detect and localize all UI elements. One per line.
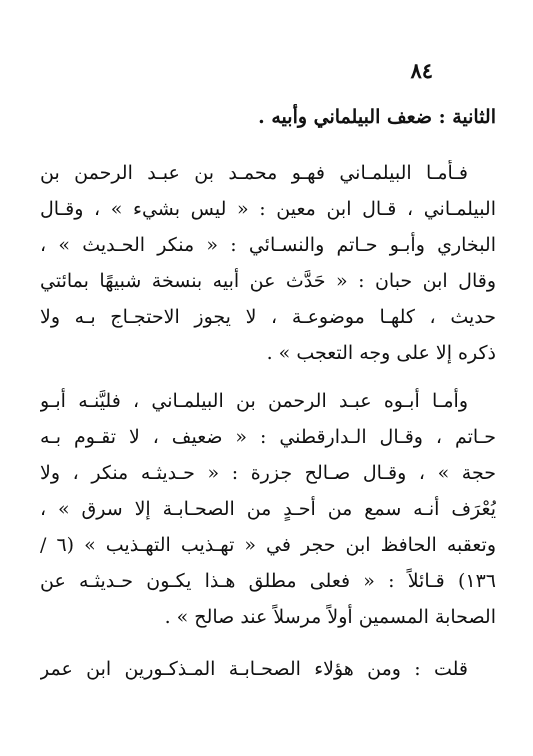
paragraph-2-line: يُعْرَف أنـه سمع من أحـدٍ من الصحـابـة إلا سرق » ، xyxy=(40,498,496,520)
section-heading: الثانية : ضعف البيلماني وأبيه . xyxy=(258,106,496,128)
paragraph-1-line: البخاري وأبـو حـاتم والنسـائي : « منكر الحـديث » ، xyxy=(40,234,496,256)
paragraph-1-line: ذكره إلا على وجه التعجب » . xyxy=(266,342,496,364)
paragraph-1-line: حديث ، كلهـا موضوعـة ، لا يجوز الاحتجـاج بـه ولا xyxy=(40,306,496,328)
paragraph-2-line: وتعقبه الحافظ ابن حجر في « تهـذيب التهـذيب » (٦ / xyxy=(40,534,496,556)
paragraph-2-line: حجة » ، وقـال صـالح جزرة : « حـديثـه منكر ، ولا xyxy=(40,462,496,484)
paragraph-1-line: البيلمـاني ، قـال ابن معين : « ليس بشيء » ، وقـال xyxy=(40,198,496,220)
paragraph-2-line: حـاتم ، وقـال الـدارقطني : « ضعيف ، لا تقـوم بـه xyxy=(40,426,496,448)
paragraph-2-line: الصحابة المسمين أولاً مرسلاً عند صالح » . xyxy=(164,606,496,628)
paragraph-1-line: فـأمـا البيلمـاني فهـو محمـد بن عبـد الرحمن بن xyxy=(40,162,468,184)
page-number: ٨٤ xyxy=(410,58,433,83)
paragraph-1-line: وقال ابن حبان : « حَدَّث عن أبيه بنسخة شبيهًا بمائتي xyxy=(40,270,496,292)
paragraph-3-line: قلت : ومن هؤلاء الصحـابـة المـذكـورين ابن عمر xyxy=(40,658,468,680)
paragraph-2-line: ١٣٦) قـائلاً : « فعلى مطلق هـذا يكـون حـديثـه عن xyxy=(40,570,496,592)
paragraph-2-line: وأمـا أبـوه عبـد الرحمن بن البيلمـاني ، فليَّنـه أبـو xyxy=(40,390,468,412)
